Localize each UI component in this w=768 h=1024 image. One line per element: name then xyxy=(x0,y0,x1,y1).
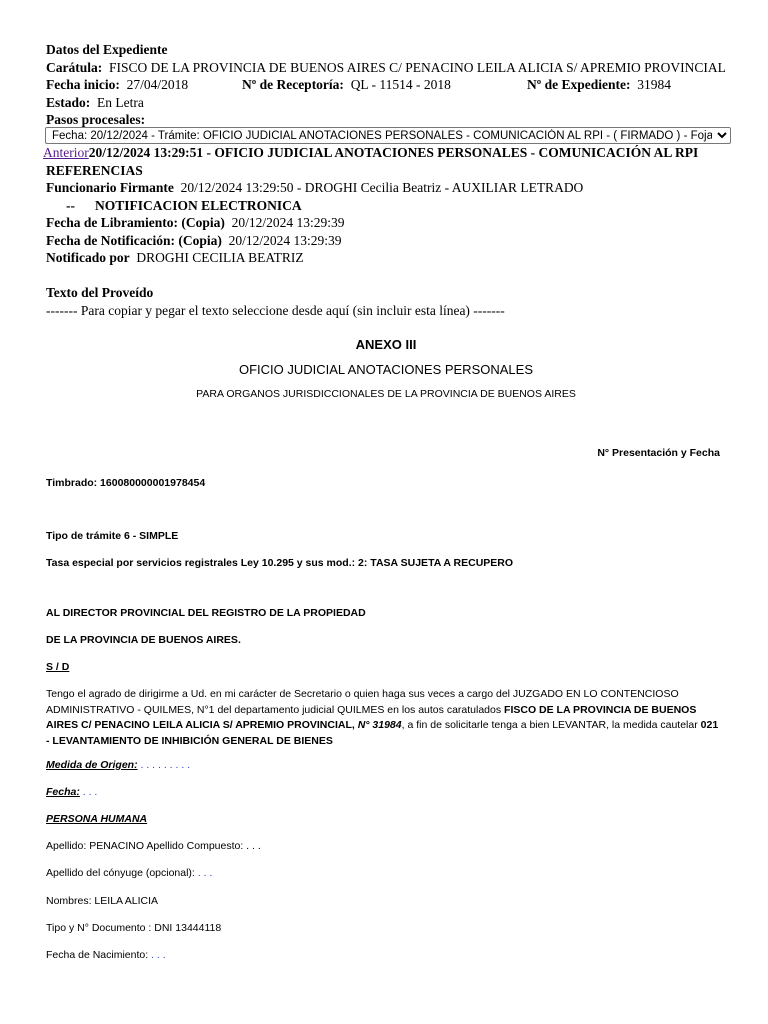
oficio-subtitle: PARA ORGANOS JURISDICCIONALES DE LA PROVINCIA DE BUENOS AIRES xyxy=(196,388,576,400)
nro-expediente-value: 31984 xyxy=(637,77,671,92)
pasos-label: Pasos procesales: xyxy=(46,112,146,127)
texto-proveido-label: Texto del Proveído xyxy=(46,285,154,300)
fecha-inicio-row xyxy=(46,76,738,94)
body-text-2: , a fin de solicitarle tenga a bien LEVANTAR, la medida cautelar xyxy=(401,719,701,731)
nacimiento-row xyxy=(46,949,726,961)
estado-label: Estado: xyxy=(46,94,91,110)
copy-hint: ------- Para copiar y pegar el texto seleccione desde aquí (sin incluir esta línea) ------- xyxy=(46,302,505,318)
tasa-especial: Tasa especial por servicios registrales Ley 10.295 y sus mod.: 2: TASA SUJETA A RECUPERO xyxy=(46,557,514,569)
nacimiento-value: . . . xyxy=(151,949,166,961)
oficio-title: OFICIO JUDICIAL ANOTACIONES PERSONALES xyxy=(238,362,533,377)
timbrado: Timbrado: 160080000001978454 xyxy=(46,477,206,489)
libramiento-row xyxy=(46,214,738,232)
body-text-1: Tengo el agrado de dirigirme a Ud. en mi carácter de Secretario o quien haga sus veces a cargo del JUZGADO EN LO CONTENCIOSO ADMINISTRATIVO - QUILMES, N°1 del departamento judicial QUILMES en los autos caratulados xyxy=(46,688,679,716)
firmante-panel xyxy=(46,179,738,319)
notificacion-fecha-label: Fecha de Notificación: (Copia) xyxy=(46,232,222,248)
notificacion-fecha-row xyxy=(46,232,738,250)
apellido-row: Apellido: PENACINO Apellido Compuesto: . . . xyxy=(46,840,261,852)
funcionario-row xyxy=(46,179,738,197)
persona-humana: PERSONA HUMANA xyxy=(46,813,148,825)
fecha-inicio-value: 27/04/2018 xyxy=(126,77,189,92)
nacimiento-label: Fecha de Nacimiento: xyxy=(46,949,152,961)
pasos-procesales-select[interactable] xyxy=(45,127,731,144)
funcionario-label: Funcionario Firmante xyxy=(46,180,174,195)
anterior-link[interactable]: Anterior xyxy=(43,145,89,160)
director-line-1: AL DIRECTOR PROVINCIAL DEL REGISTRO DE LA PROPIEDAD xyxy=(46,607,366,619)
referencias-heading: REFERENCIAS xyxy=(46,162,143,178)
fecha-value: . . . xyxy=(79,786,98,798)
tramite-panel xyxy=(43,144,738,179)
estado-row xyxy=(46,94,738,112)
presentacion-label: N° Presentación y Fecha xyxy=(597,447,720,459)
libramiento-value: 20/12/2024 13:29:39 xyxy=(231,215,345,230)
notificado-row xyxy=(46,249,738,267)
apellido-conyuge-row xyxy=(46,867,726,879)
notificacion-title: NOTIFICACION ELECTRONICA xyxy=(95,197,302,213)
body-nro: N° 31984 xyxy=(357,719,402,731)
expediente-panel xyxy=(46,41,738,129)
fecha-row xyxy=(46,786,726,798)
nombres-row: Nombres: LEILA ALICIA xyxy=(46,895,159,907)
caratula-label: Carátula: xyxy=(46,59,103,75)
fecha-label: Fecha: xyxy=(46,786,80,798)
anexo-heading: ANEXO III xyxy=(355,337,417,352)
notificacion-dash: -- xyxy=(66,197,75,213)
medida-origen-row xyxy=(46,759,726,771)
tramite-title-row xyxy=(43,144,738,162)
medida-origen-label: Medida de Origen: xyxy=(46,759,138,771)
tipo-tramite: Tipo de trámite 6 - SIMPLE xyxy=(46,530,179,542)
notificacion-row xyxy=(46,197,738,215)
director-line-2: DE LA PROVINCIA DE BUENOS AIRES. xyxy=(46,634,241,646)
documento-row: Tipo y N° Documento : DNI 13444118 xyxy=(46,922,222,934)
apellido-conyuge-label: Apellido del cónyuge (opcional): xyxy=(46,867,198,879)
caratula-value: FISCO DE LA PROVINCIA DE BUENOS AIRES C/ PENACINO LEILA ALICIA S/ APREMIO PROVINCIAL xyxy=(109,59,726,75)
medida-origen-value: . . . . . . . . . xyxy=(137,759,191,771)
libramiento-label: Fecha de Libramiento: (Copia) xyxy=(46,215,225,230)
tramite-title: 20/12/2024 13:29:51 - OFICIO JUDICIAL ANOTACIONES PERSONALES - COMUNICACIÓN AL RPI xyxy=(88,145,699,160)
sd-label: S / D xyxy=(46,661,70,673)
funcionario-value: 20/12/2024 13:29:50 - DROGHI Cecilia Beatriz - AUXILIAR LETRADO xyxy=(180,180,584,195)
receptoria-label: Nº de Receptoría: xyxy=(242,77,344,92)
fecha-inicio-label: Fecha inicio: xyxy=(46,77,120,92)
body-autos: FISCO DE LA PROVINCIA DE BUENOS AIRES C/ PENACINO LEILA ALICIA S/ APREMIO PROVINCIAL, xyxy=(46,703,697,731)
notificado-value: DROGHI CECILIA BEATRIZ xyxy=(136,250,304,265)
expediente-heading: Datos del Expediente xyxy=(46,42,168,57)
estado-value: En Letra xyxy=(97,94,144,110)
nro-expediente-label: Nº de Expediente: xyxy=(527,77,631,92)
notificacion-fecha-value: 20/12/2024 13:29:39 xyxy=(228,232,342,248)
apellido-conyuge-value: . . . xyxy=(197,867,213,879)
caratula-row xyxy=(46,59,738,77)
body-medida: 021 - LEVANTAMIENTO DE INHIBICIÓN GENERAL DE BIENES xyxy=(46,719,719,747)
oficio-body xyxy=(46,687,722,749)
notificado-label: Notificado por xyxy=(46,250,130,265)
receptoria-value: QL - 11514 - 2018 xyxy=(350,77,451,92)
